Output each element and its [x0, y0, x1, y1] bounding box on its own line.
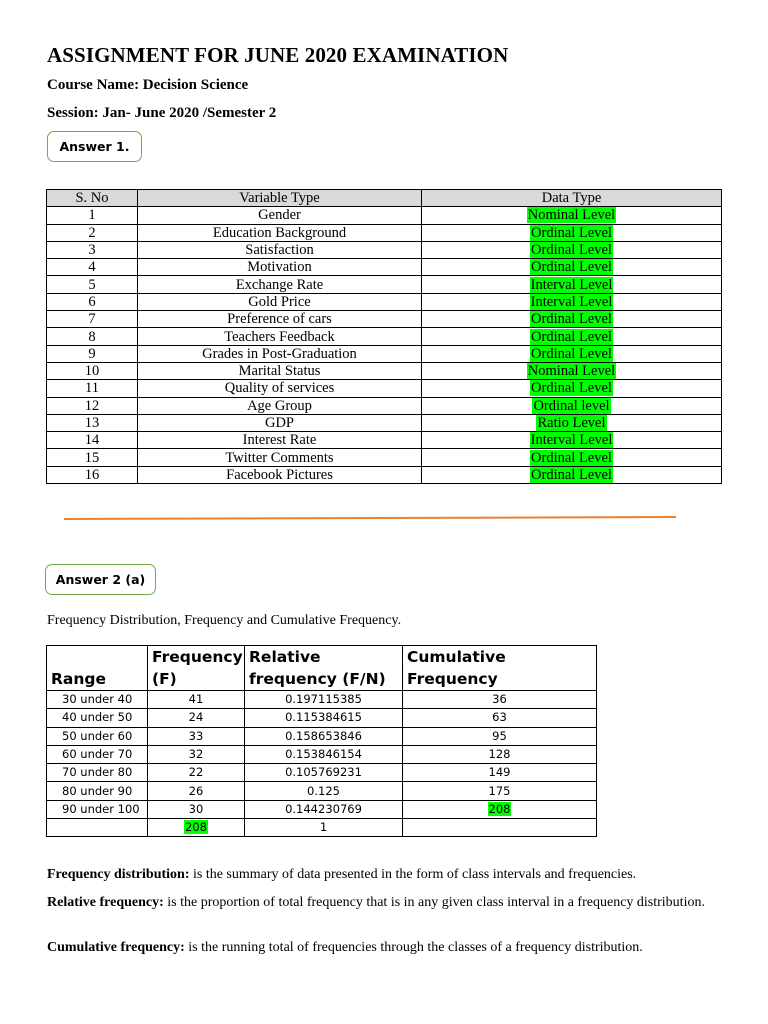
data-type-cell — [422, 328, 722, 345]
serial-cell: 13 — [47, 414, 138, 431]
table-row — [47, 241, 722, 258]
highlighted-data-type: Ordinal Level — [531, 242, 612, 259]
serial-cell: 8 — [47, 328, 138, 345]
range-cell: 40 under 50 — [47, 709, 148, 727]
highlighted-total: 208 — [488, 801, 511, 816]
section-divider — [64, 516, 676, 520]
table-row — [47, 782, 597, 800]
frequency-cell: 41 — [148, 691, 245, 709]
column-header-frequency: Frequency (F) — [148, 646, 245, 691]
data-type-cell — [422, 397, 722, 414]
data-type-cell — [422, 449, 722, 466]
data-type-cell — [422, 224, 722, 241]
variable-cell: Marital Status — [138, 362, 422, 379]
variable-cell: Gender — [138, 207, 422, 224]
cumulative-frequency-cell: 36 — [403, 691, 597, 709]
highlighted-total: 208 — [185, 820, 207, 835]
serial-cell: 14 — [47, 432, 138, 449]
variable-cell: Preference of cars — [138, 311, 422, 328]
serial-cell: 4 — [47, 259, 138, 276]
cumulative-frequency-cell: 128 — [403, 745, 597, 763]
range-cell: 30 under 40 — [47, 691, 148, 709]
total-relative-cell: 1 — [245, 819, 403, 837]
relative-frequency-cell: 0.115384615 — [245, 709, 403, 727]
relative-frequency-cell: 0.105769231 — [245, 764, 403, 782]
definition-frequency-distribution: Frequency distribution: is the summary of data presented in the form of class intervals and frequencies. — [47, 867, 637, 882]
relative-frequency-cell: 0.197115385 — [245, 691, 403, 709]
serial-cell: 7 — [47, 311, 138, 328]
serial-cell: 1 — [47, 207, 138, 224]
column-header-range: Range — [47, 646, 148, 691]
data-type-cell — [422, 207, 722, 224]
table-row — [47, 397, 722, 414]
course-name: Course Name: Decision Science — [47, 77, 249, 93]
data-type-cell — [422, 276, 722, 293]
total-frequency-cell — [148, 819, 245, 837]
serial-cell: 5 — [47, 276, 138, 293]
highlighted-data-type: Nominal Level — [527, 207, 616, 224]
variable-cell: Satisfaction — [138, 241, 422, 258]
frequency-cell: 33 — [148, 727, 245, 745]
frequency-table — [46, 645, 597, 837]
table-row — [47, 224, 722, 241]
serial-cell: 9 — [47, 345, 138, 362]
table-header-row — [47, 646, 597, 691]
table-row — [47, 259, 722, 276]
answer-2a-label: Answer 2 (a) — [45, 564, 156, 595]
variable-cell: Twitter Comments — [138, 449, 422, 466]
cumulative-frequency-cell: 149 — [403, 764, 597, 782]
variable-cell: Teachers Feedback — [138, 328, 422, 345]
column-header: Data Type — [422, 190, 722, 207]
serial-cell: 3 — [47, 241, 138, 258]
variable-cell: Interest Rate — [138, 432, 422, 449]
cumulative-frequency-cell — [403, 800, 597, 818]
serial-cell: 6 — [47, 293, 138, 310]
table-row — [47, 745, 597, 763]
table-row — [47, 466, 722, 483]
table-row — [47, 293, 722, 310]
table-row — [47, 414, 722, 431]
table-row — [47, 311, 722, 328]
highlighted-data-type: Interval Level — [530, 276, 613, 293]
highlighted-data-type: Nominal Level — [527, 363, 616, 380]
table-row — [47, 362, 722, 379]
data-type-cell — [422, 345, 722, 362]
data-type-cell — [422, 293, 722, 310]
table-row — [47, 380, 722, 397]
data-type-cell — [422, 432, 722, 449]
relative-frequency-cell: 0.125 — [245, 782, 403, 800]
range-cell: 80 under 90 — [47, 782, 148, 800]
data-type-cell — [422, 466, 722, 483]
highlighted-data-type: Ordinal level — [533, 397, 610, 414]
highlighted-data-type: Interval Level — [530, 293, 613, 310]
table-row — [47, 709, 597, 727]
variable-cell: GDP — [138, 414, 422, 431]
highlighted-data-type: Ordinal Level — [531, 466, 612, 483]
page-title: ASSIGNMENT FOR JUNE 2020 EXAMINATION — [47, 43, 509, 67]
table-row — [47, 207, 722, 224]
table-row — [47, 727, 597, 745]
table-row — [47, 345, 722, 362]
variable-cell: Exchange Rate — [138, 276, 422, 293]
data-type-cell — [422, 241, 722, 258]
highlighted-data-type: Ordinal Level — [531, 328, 612, 345]
frequency-cell: 32 — [148, 745, 245, 763]
data-type-table — [46, 189, 722, 484]
highlighted-data-type: Interval Level — [530, 432, 613, 449]
table-row — [47, 432, 722, 449]
table-row — [47, 691, 597, 709]
table-row — [47, 764, 597, 782]
variable-cell: Facebook Pictures — [138, 466, 422, 483]
range-cell: 70 under 80 — [47, 764, 148, 782]
column-header-cumulative: Cumulative Frequency — [403, 646, 597, 691]
table-row — [47, 449, 722, 466]
highlighted-data-type: Ordinal Level — [531, 311, 612, 328]
variable-cell: Gold Price — [138, 293, 422, 310]
range-cell: 90 under 100 — [47, 800, 148, 818]
relative-frequency-cell: 0.153846154 — [245, 745, 403, 763]
highlighted-data-type: Ratio Level — [537, 415, 606, 431]
session-info: Session: Jan- June 2020 /Semester 2 — [47, 105, 277, 121]
column-header-relative: Relative frequency (F/N) — [245, 646, 403, 691]
highlighted-data-type: Ordinal Level — [531, 380, 612, 397]
definition-relative-frequency: Relative frequency: is the proportion of total frequency that is in any given class interval in a frequency distribution. — [47, 895, 705, 910]
variable-cell: Motivation — [138, 259, 422, 276]
range-cell: 50 under 60 — [47, 727, 148, 745]
definition-cumulative-frequency: Cumulative frequency: is the running total of frequencies through the classes of a frequency distribution. — [47, 940, 643, 955]
data-type-cell — [422, 311, 722, 328]
frequency-cell: 26 — [148, 782, 245, 800]
range-cell: 60 under 70 — [47, 745, 148, 763]
empty-cell — [403, 819, 597, 837]
highlighted-data-type: Ordinal Level — [531, 224, 612, 241]
serial-cell: 12 — [47, 397, 138, 414]
empty-cell — [47, 819, 148, 837]
variable-cell: Education Background — [138, 224, 422, 241]
cumulative-frequency-cell: 95 — [403, 727, 597, 745]
serial-cell: 2 — [47, 224, 138, 241]
answer-1-label: Answer 1. — [47, 131, 142, 162]
frequency-cell: 24 — [148, 709, 245, 727]
data-type-cell — [422, 259, 722, 276]
table-header-row — [47, 190, 722, 207]
highlighted-data-type: Ordinal Level — [531, 449, 612, 466]
relative-frequency-cell: 0.158653846 — [245, 727, 403, 745]
serial-cell: 11 — [47, 380, 138, 397]
table-row — [47, 276, 722, 293]
table-row — [47, 800, 597, 818]
cumulative-frequency-cell: 63 — [403, 709, 597, 727]
serial-cell: 10 — [47, 362, 138, 379]
totals-row — [47, 819, 597, 837]
frequency-cell: 30 — [148, 800, 245, 818]
column-header: S. No — [47, 190, 138, 207]
variable-cell: Grades in Post-Graduation — [138, 345, 422, 362]
highlighted-data-type: Ordinal Level — [531, 345, 612, 362]
data-type-cell — [422, 414, 722, 431]
data-type-cell — [422, 380, 722, 397]
frequency-cell: 22 — [148, 764, 245, 782]
variable-cell: Quality of services — [138, 380, 422, 397]
serial-cell: 15 — [47, 449, 138, 466]
serial-cell: 16 — [47, 466, 138, 483]
cumulative-frequency-cell: 175 — [403, 782, 597, 800]
table-row — [47, 328, 722, 345]
section-intro: Frequency Distribution, Frequency and Cumulative Frequency. — [47, 613, 402, 628]
highlighted-data-type: Ordinal Level — [531, 259, 612, 276]
variable-cell: Age Group — [138, 397, 422, 414]
data-type-cell — [422, 362, 722, 379]
column-header: Variable Type — [138, 190, 422, 207]
relative-frequency-cell: 0.144230769 — [245, 800, 403, 818]
